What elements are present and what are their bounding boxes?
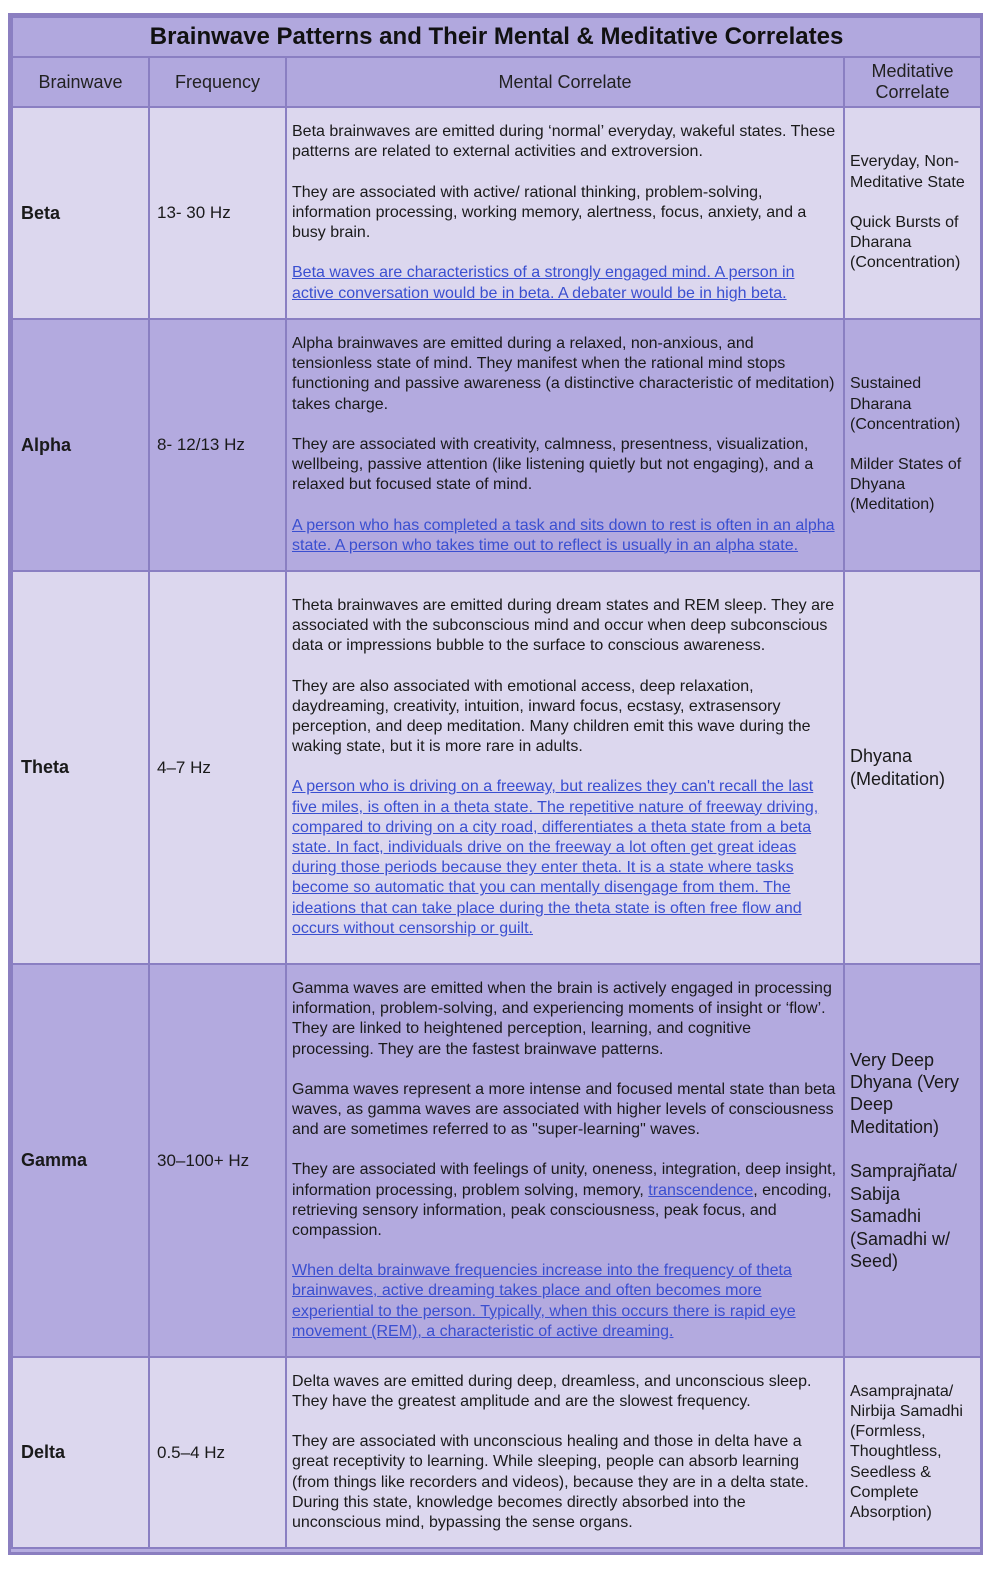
mental-paragraph: They are associated with feelings of unity, oneness, integration, deep insight, information processing, problem solving, memory, transcendence, encoding, retrieving sensory information, peak consciousness, peak focus, and compassion. — [292, 1161, 837, 1239]
meditative-correlate — [844, 964, 981, 1357]
meditative-paragraph: Sustained Dharana (Concentration) — [850, 375, 961, 433]
mental-paragraph: They are associated with unconscious healing and those in delta have a great receptivity to learning. While sleeping, people can absorb learning (from things like recorders and videos), because they are in a delta state. During this state, knowledge becomes directly absorbed into the unconscious mind, bypassing the sense organs. — [292, 1433, 809, 1531]
meditative-paragraph: Quick Bursts of Dharana (Concentration) — [850, 213, 961, 272]
brainwave-name: Alpha — [12, 319, 149, 571]
mental-paragraph: Theta brainwaves are emitted during dream states and REM sleep. They are associated with the subconscious mind and occur when deep subconscious data or impressions bubble to the surface to conscious awareness. — [292, 596, 835, 655]
header-brainwave: Brainwave — [12, 57, 149, 107]
mental-paragraph: Delta waves are emitted during deep, dreamless, and unconscious sleep. They have the greatest amplitude and are the slowest frequency. — [292, 1372, 812, 1410]
example-link[interactable]: When delta brainwave frequencies increase into the frequency of theta brainwaves, active dreaming takes place and often becomes more experiential to the person. Typically, when this occurs there is rapid eye movement (REM), a characteristic of active dreaming. — [292, 1262, 796, 1340]
meditative-paragraph: Asamprajnata/ Nirbija Samadhi (Formless, Thoughtless, Seedless & Complete Absorption) — [850, 1382, 963, 1521]
mental-paragraph: Beta brainwaves are emitted during ‘normal’ everyday, wakeful states. These patterns are related to external activities and extroversion. — [292, 123, 836, 161]
frequency-value: 8- 12/13 Hz — [149, 319, 286, 571]
mental-correlate — [286, 1357, 844, 1548]
table-row-delta — [12, 1357, 981, 1548]
example-link[interactable]: Beta waves are characteristics of a strongly engaged mind. A person in active conversation would be in beta. A debater would be in high beta. — [292, 264, 795, 302]
mental-paragraph: They are associated with creativity, calmness, presentness, visualization, wellbeing, passive attention (like listening quietly but not engaging), and a relaxed but focused state of mind. — [292, 435, 814, 494]
mental-paragraph: They are also associated with emotional access, deep relaxation, daydreaming, creativity, intuition, inward focus, ecstasy, extrasensory perception, and deep meditation. Many children emit this wave during the waking state, but it is more rare in adults. — [292, 677, 811, 756]
brainwave-table — [11, 16, 982, 1549]
header-frequency: Frequency — [149, 57, 286, 107]
table-row-gamma — [12, 964, 981, 1357]
mental-correlate — [286, 964, 844, 1357]
frequency-value: 30–100+ Hz — [149, 964, 286, 1357]
brainwave-name: Gamma — [12, 964, 149, 1357]
meditative-correlate — [844, 107, 981, 319]
frequency-value: 13- 30 Hz — [149, 107, 286, 319]
meditative-paragraph: Very Deep Dhyana (Very Deep Meditation) — [850, 1049, 960, 1137]
mental-correlate — [286, 571, 844, 964]
meditative-correlate — [844, 571, 981, 964]
meditative-paragraph: Milder States of Dhyana (Meditation) — [850, 456, 962, 514]
table-title: Brainwave Patterns and Their Mental & Meditative Correlates — [12, 17, 981, 57]
transcendence-link[interactable]: transcendence — [648, 1181, 754, 1199]
frequency-value: 0.5–4 Hz — [149, 1357, 286, 1548]
header-row — [12, 57, 981, 107]
table-row-alpha — [12, 319, 981, 571]
mental-paragraph: Gamma waves represent a more intense and focused mental state than beta waves, as gamma waves are associated with higher levels of consciousness and are sometimes referred to as "super-learning" waves. — [292, 1080, 836, 1139]
brainwave-name: Delta — [12, 1357, 149, 1548]
brainwave-table-frame — [8, 13, 983, 1555]
mental-paragraph: They are associated with active/ rational thinking, problem-solving, information processing, working memory, alertness, focus, anxiety, and a busy brain. — [292, 183, 807, 242]
table-row-beta — [12, 107, 981, 319]
mental-correlate — [286, 107, 844, 319]
meditative-paragraph: Dhyana (Meditation) — [850, 746, 946, 789]
brainwave-name: Theta — [12, 571, 149, 964]
header-meditative-correlate: Meditative Correlate — [844, 57, 981, 107]
meditative-correlate — [844, 319, 981, 571]
mental-correlate — [286, 319, 844, 571]
meditative-paragraph: Everyday, Non-Meditative State — [850, 153, 965, 191]
table-row-theta — [12, 571, 981, 964]
frequency-value: 4–7 Hz — [149, 571, 286, 964]
meditative-correlate — [844, 1357, 981, 1548]
example-link[interactable]: A person who is driving on a freeway, but realizes they can't recall the last five miles, is often in a theta state. The repetitive nature of freeway driving, compared to driving on a city road, differentiates a theta state from a beta state. In fact, individuals drive on the freeway a lot often get great ideas during those periods because they enter theta. It is a state where tasks become so automatic that you can mentally disengage from them. The ideations that can take place during the theta state is often free flow and occurs without censorship or guilt. — [292, 778, 819, 937]
brainwave-name: Beta — [12, 107, 149, 319]
example-link[interactable]: A person who has completed a task and sits down to rest is often in an alpha state. A person who takes time out to reflect is usually in an alpha state. — [292, 516, 835, 554]
header-mental-correlate: Mental Correlate — [286, 57, 844, 107]
mental-paragraph: Gamma waves are emitted when the brain is actively engaged in processing information, problem-solving, and experiencing moments of insight or ‘flow’. They are linked to heightened perception, learning, and cognitive processing. They are the fastest brainwave patterns. — [292, 979, 832, 1058]
mental-paragraph: Alpha brainwaves are emitted during a relaxed, non-anxious, and tensionless state of mind. They manifest when the rational mind stops functioning and passive awareness (a distinctive characteristic of meditation) takes charge. — [292, 335, 835, 413]
meditative-paragraph: Samprajñata/ Sabija Samadhi (Samadhi w/ Seed) — [850, 1161, 958, 1271]
title-row — [12, 17, 981, 57]
